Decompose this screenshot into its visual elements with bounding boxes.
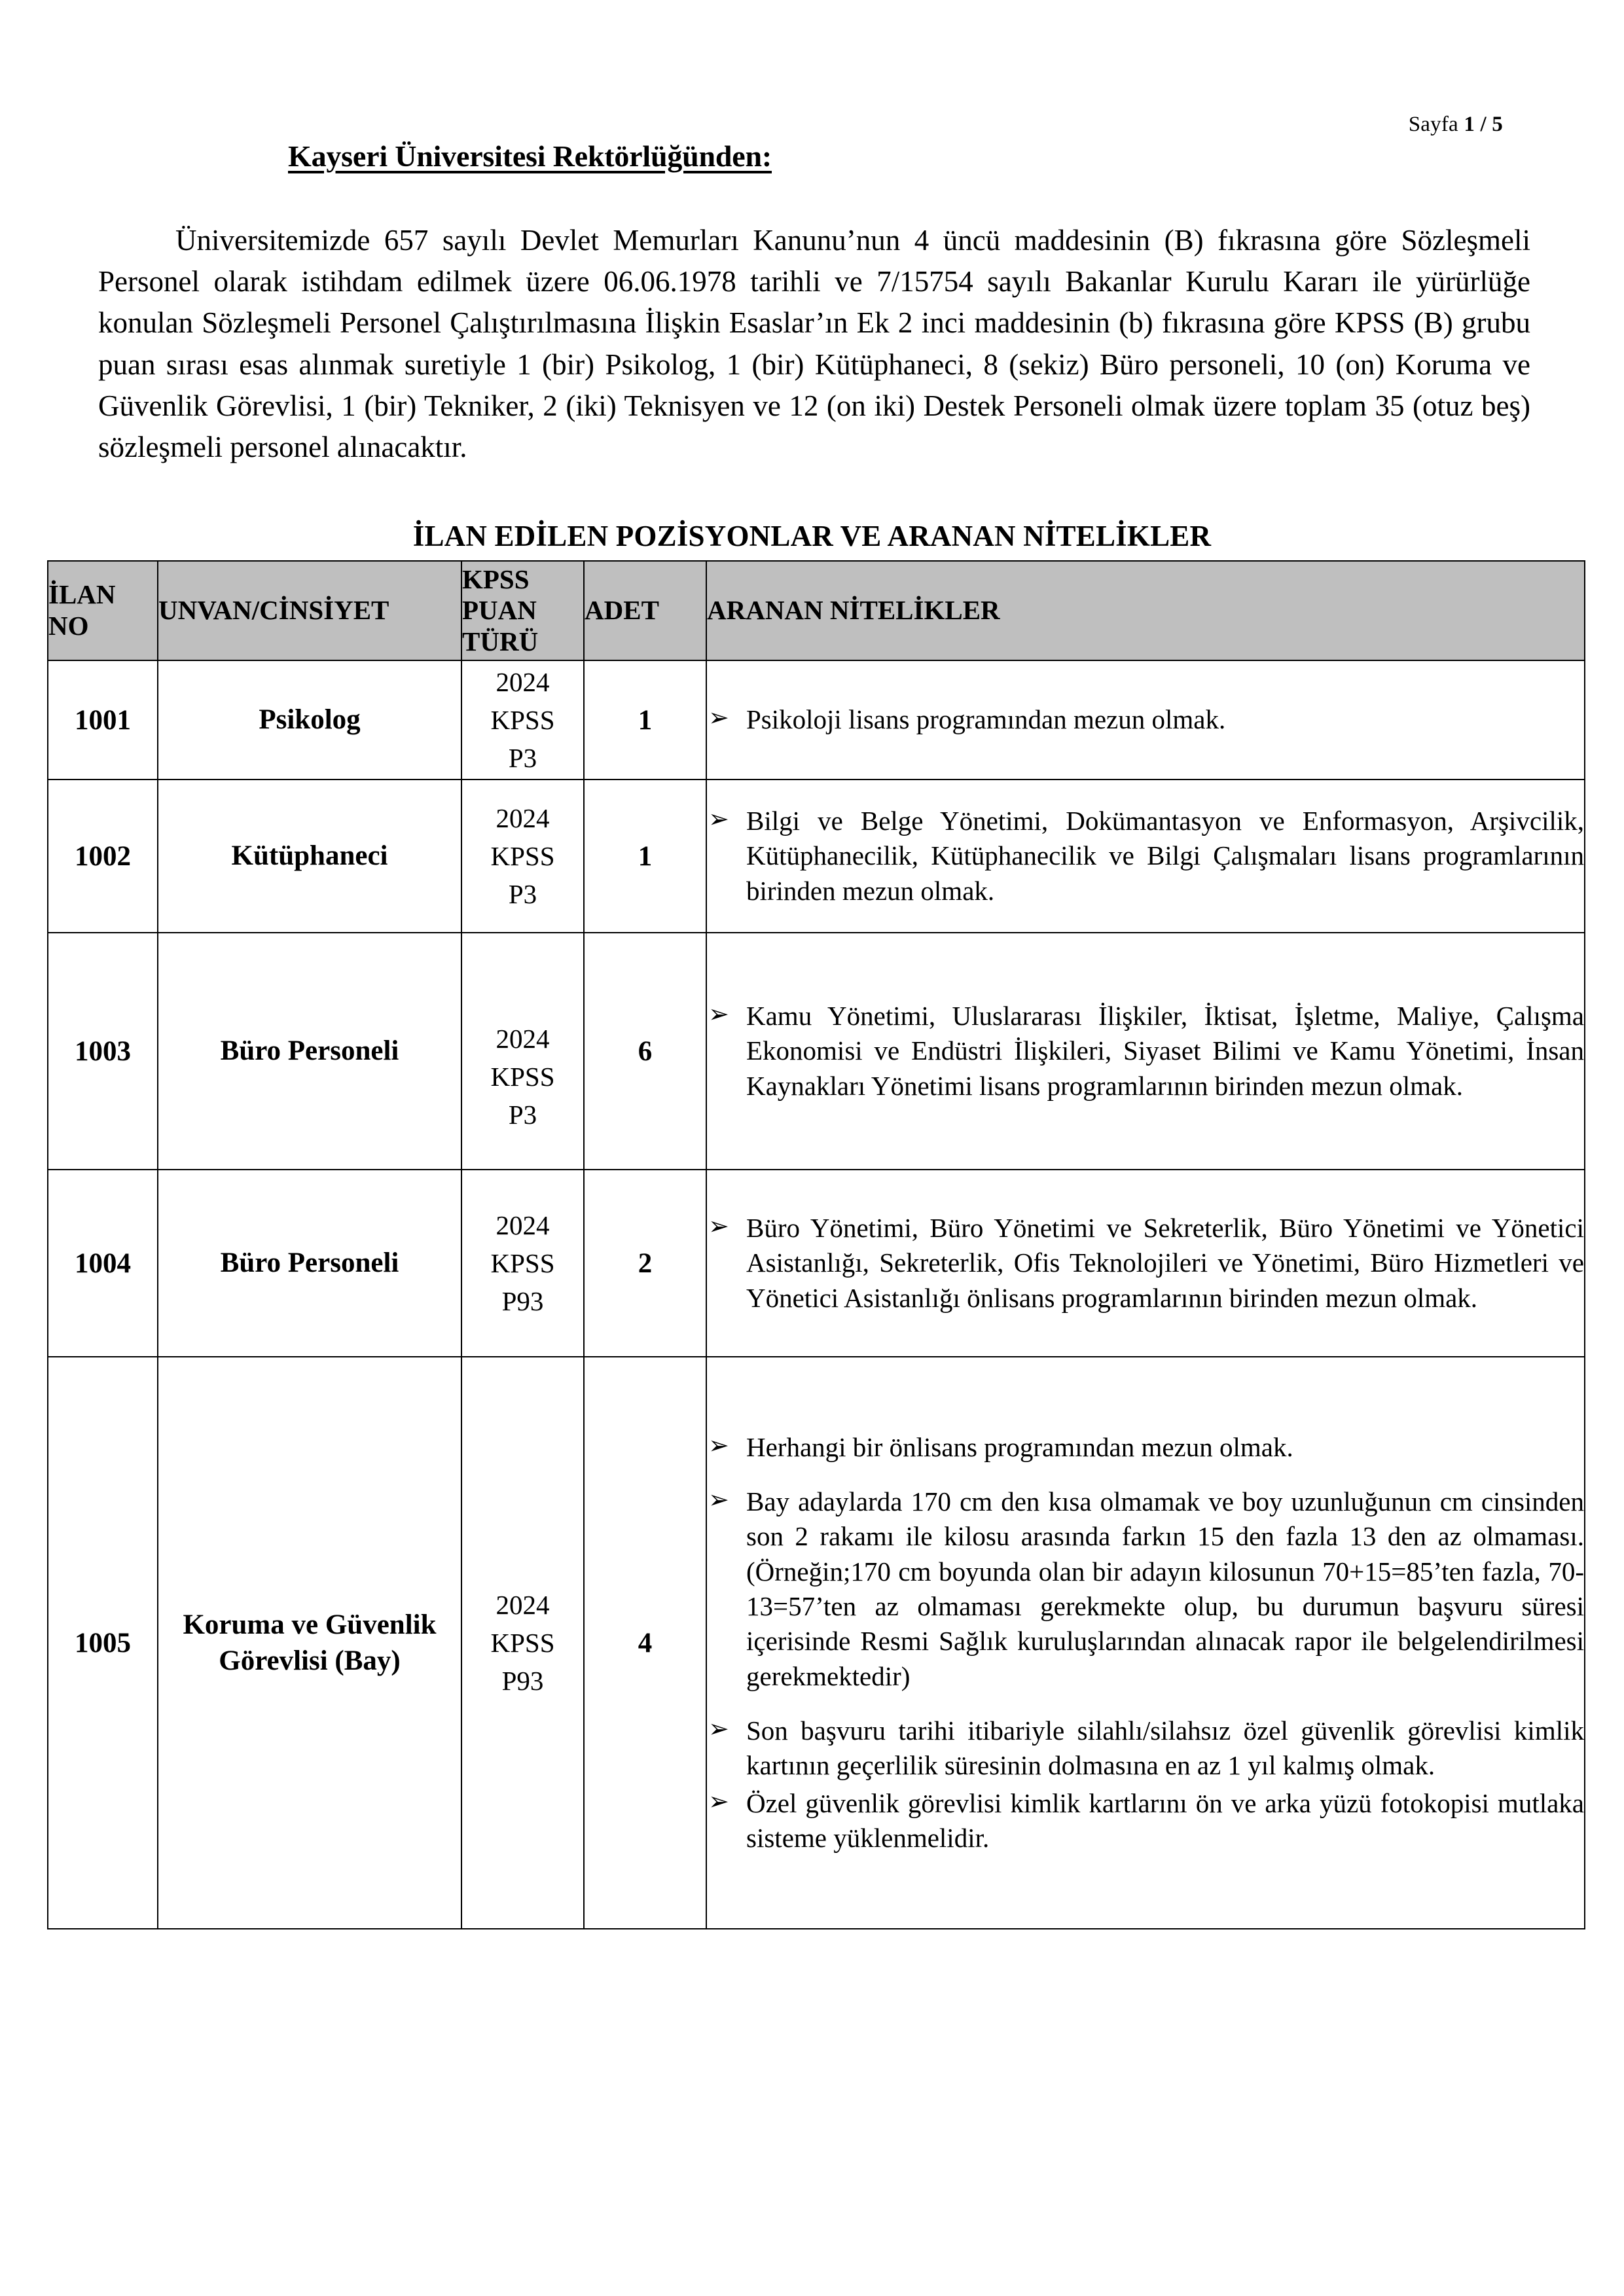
qualification-text: Kamu Yönetimi, Uluslararası İlişkiler, İktisat, İşletme, Maliye, Çalışma Ekonomisi ve Endüstri İlişkileri, Siyaset Bilimi ve Kamu Yönetimi, İnsan Kaynakları Yönetimi lisans programlarının birinden mezun olmak. xyxy=(746,1001,1584,1101)
cell-unvan: Psikolog xyxy=(158,660,461,780)
column-header-kpss-puan: KPSS PUAN TÜRÜ xyxy=(461,561,584,660)
kpss-value: 2024 KPSS P93 xyxy=(490,1210,555,1317)
column-header-adet: ADET xyxy=(584,561,706,660)
arrow-bullet-icon: ➢ xyxy=(708,1713,729,1743)
cell-unvan: Kütüphaneci xyxy=(158,780,461,933)
arrow-bullet-icon: ➢ xyxy=(708,703,729,732)
column-header-nitelikler: ARANAN NİTELİKLER xyxy=(706,561,1585,660)
kpss-value: 2024 KPSS P93 xyxy=(490,1589,555,1696)
arrow-bullet-icon: ➢ xyxy=(708,1485,729,1515)
page-indicator xyxy=(1409,113,1503,136)
arrow-bullet-icon: ➢ xyxy=(708,1430,729,1460)
qualification-list xyxy=(707,1430,1584,1856)
qualification-text: Bilgi ve Belge Yönetimi, Dokümantasyon ve Enformasyon, Arşivcilik, Kütüphanecilik, Kütüphanecilik ve Bilgi Çalışmaları lisans programlarının birinden mezun olmak. xyxy=(746,806,1584,906)
cell-adet: 4 xyxy=(584,1357,706,1929)
qualification-text: Son başvuru tarihi itibariyle silahlı/silahsız özel güvenlik görevlisi kimlik kartının geçerlilik süresinin dolmasına en az 1 yıl kalmış olmak. xyxy=(746,1715,1584,1781)
cell-nitelikler xyxy=(706,780,1585,933)
cell-ilan-no: 1005 xyxy=(48,1357,158,1929)
qualification-text: Herhangi bir önlisans programından mezun olmak. xyxy=(746,1431,1293,1462)
cell-unvan: Büro Personeli xyxy=(158,1170,461,1357)
table-row xyxy=(48,1357,1585,1929)
list-item xyxy=(707,1430,1584,1465)
kpss-value: 2024 KPSS P3 xyxy=(490,802,555,910)
column-header-ilan-no: İLAN NO xyxy=(48,561,158,660)
cell-kpss-puan-turu xyxy=(461,660,584,780)
cell-kpss-puan-turu xyxy=(461,780,584,933)
cell-nitelikler xyxy=(706,1357,1585,1929)
list-item xyxy=(707,702,1584,737)
table-row xyxy=(48,660,1585,780)
list-item xyxy=(707,1786,1584,1856)
cell-ilan-no: 1002 xyxy=(48,780,158,933)
list-item xyxy=(707,804,1584,908)
page-indicator-label: Sayfa xyxy=(1408,113,1458,136)
positions-table xyxy=(47,560,1585,1929)
kpss-value: 2024 KPSS P3 xyxy=(490,1023,555,1130)
kpss-value: 2024 KPSS P3 xyxy=(490,666,555,774)
page-indicator-separator: / xyxy=(1480,113,1487,136)
arrow-bullet-icon: ➢ xyxy=(708,1786,729,1816)
table-row xyxy=(48,780,1585,933)
qualification-text: Özel güvenlik görevlisi kimlik kartlarını ön ve arka yüzü fotokopisi mutlaka sisteme yüklenmelidir. xyxy=(746,1787,1584,1853)
cell-unvan: Koruma ve Güvenlik Görevlisi (Bay) xyxy=(158,1357,461,1929)
table-title: İLAN EDİLEN POZİSYONLAR VE ARANAN NİTELİKLER xyxy=(412,520,1212,552)
list-item xyxy=(707,1211,1584,1316)
column-header-unvan: UNVAN/CİNSİYET xyxy=(158,561,461,660)
arrow-bullet-icon: ➢ xyxy=(708,804,729,834)
arrow-bullet-icon: ➢ xyxy=(708,1211,729,1241)
list-item xyxy=(707,999,1584,1103)
cell-adet: 2 xyxy=(584,1170,706,1357)
cell-ilan-no: 1003 xyxy=(48,933,158,1170)
cell-nitelikler xyxy=(706,933,1585,1170)
list-item xyxy=(707,1484,1584,1694)
table-row xyxy=(48,1170,1585,1357)
cell-kpss-puan-turu xyxy=(461,1357,584,1929)
cell-adet: 1 xyxy=(584,660,706,780)
qualification-list xyxy=(707,804,1584,908)
cell-kpss-puan-turu xyxy=(461,933,584,1170)
cell-ilan-no: 1004 xyxy=(48,1170,158,1357)
qualification-list xyxy=(707,1211,1584,1316)
qualification-list xyxy=(707,702,1584,737)
list-item xyxy=(707,1713,1584,1784)
qualification-list xyxy=(707,999,1584,1103)
cell-ilan-no: 1001 xyxy=(48,660,158,780)
cell-nitelikler xyxy=(706,1170,1585,1357)
arrow-bullet-icon: ➢ xyxy=(708,999,729,1029)
intro-paragraph: Üniversitemizde 657 sayılı Devlet Memurları Kanunu’nun 4 üncü maddesinin (B) fıkrasına göre Sözleşmeli Personel olarak istihdam edilmek üzere 06.06.1978 tarihli ve 7/15754 sayılı Bakanlar Kurulu Kararı ile yürürlüğe konulan Sözleşmeli Personel Çalıştırılmasına İlişkin Esaslar’ın Ek 2 inci maddesinin (b) fıkrasına göre KPSS (B) grubu puan sırası esas alınmak suretiyle 1 (bir) Psikolog, 1 (bir) Kütüphaneci, 8 (sekiz) Büro personeli, 10 (on) Koruma ve Güvenlik Görevlisi, 1 (bir) Tekniker, 2 (iki) Teknisyen ve 12 (on iki) Destek Personeli olmak üzere toplam 35 (otuz beş) sözleşmeli personel alınacaktır. xyxy=(98,224,1530,464)
cell-unvan: Büro Personeli xyxy=(158,933,461,1170)
cell-kpss-puan-turu xyxy=(461,1170,584,1357)
table-header-row xyxy=(48,561,1585,660)
cell-adet: 1 xyxy=(584,780,706,933)
page-indicator-total: 5 xyxy=(1492,113,1503,136)
qualification-text: Bay adaylarda 170 cm den kısa olmamak ve boy uzunluğunun cm cinsinden son 2 rakamı ile kilosu arasında farkın 15 den fazla 13 den az olmaması. (Örneğin;170 cm boyunda olan bir adayın kilosunun 70+15=85’ten fazla, 70-13=57’ten az olmaması gerekmekte olup, bu durumun başvuru süresi içerisinde Resmi Sağlık kuruluşlarından alınacak rapor ile belgelendirilmesi gerekmektedir) xyxy=(746,1486,1584,1691)
table-row xyxy=(48,933,1585,1170)
qualification-text: Psikoloji lisans programından mezun olmak. xyxy=(746,704,1226,735)
document-heading: Kayseri Üniversitesi Rektörlüğünden: xyxy=(288,139,772,173)
page-indicator-current: 1 xyxy=(1464,113,1475,136)
qualification-text: Büro Yönetimi, Büro Yönetimi ve Sekreterlik, Büro Yönetimi ve Yönetici Asistanlığı, Sekreterlik, Ofis Teknolojileri ve Yönetimi, Büro Hizmetleri ve Yönetici Asistanlığı önlisans programlarının birinden mezun olmak. xyxy=(746,1213,1584,1313)
cell-nitelikler xyxy=(706,660,1585,780)
cell-adet: 6 xyxy=(584,933,706,1170)
